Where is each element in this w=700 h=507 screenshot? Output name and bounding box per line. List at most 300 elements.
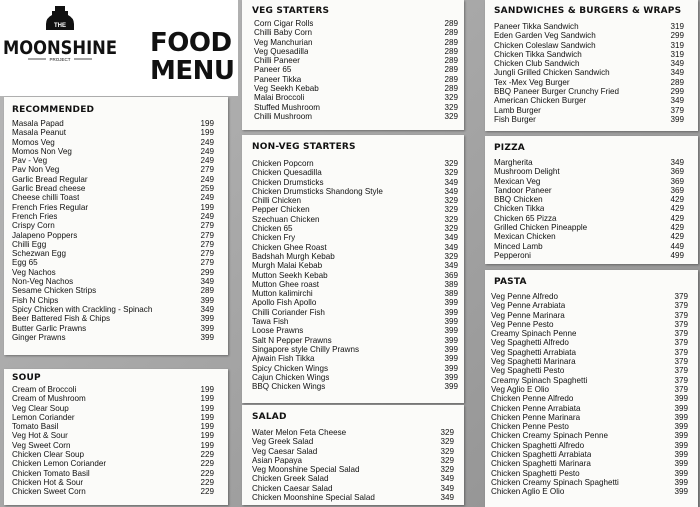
menu-item [252,474,454,483]
item-name: Veg Caesar Salad [252,446,318,456]
menu-item [12,240,214,249]
item-name: Momos Non Veg [12,146,72,156]
section-veg-starters [242,0,464,130]
menu-item [252,354,458,363]
menu-item [252,224,458,233]
item-name: Chicken Coleslaw Sandwich [494,40,596,50]
item-price: 329 [444,196,458,206]
item-name: Mexican Veg [494,176,541,186]
menu-item [494,177,684,186]
item-price: 329 [444,102,458,112]
item-price: 399 [444,344,458,354]
item-price: 349 [440,483,454,493]
item-price: 349 [440,474,454,484]
item-name: Chicken 65 [252,224,293,234]
item-name: Veg Seekh Kebab [254,84,319,94]
item-price: 349 [670,59,684,69]
menu-item [252,233,458,242]
item-name: Lamb Burger [494,105,541,115]
item-price: 369 [670,176,684,186]
menu-item [491,292,688,301]
menu-item [252,261,458,270]
item-name: Garlic Bread Regular [12,174,88,184]
item-name: Chicken Spaghetti Alfredo [491,440,585,450]
item-price: 399 [444,372,458,382]
item-name: Water Melon Feta Cheese [252,428,347,437]
item-price: 289 [444,84,458,94]
item-price: 379 [674,366,688,376]
item-price: 379 [674,384,688,394]
item-list [252,159,458,391]
item-price: 399 [674,412,688,422]
menu-item [494,242,684,251]
section-title: SALAD [252,412,287,422]
item-name: Pav - Veg [12,156,48,166]
item-list [494,158,684,260]
menu-item [252,373,458,382]
menu-item [12,184,214,193]
item-price: 379 [670,105,684,115]
item-price: 399 [674,431,688,441]
item-name: Minced Lamb [494,241,543,251]
brand-tagline: PROJECT [49,57,71,62]
item-price: 199 [200,119,214,128]
item-price: 369 [670,185,684,195]
item-price: 379 [674,319,688,329]
item-price: 299 [200,267,214,277]
item-list [12,385,214,497]
item-price: 379 [674,292,688,301]
item-name: Cajun Chicken Wings [252,372,330,382]
item-name: Chicken Spaghetti Marinara [491,459,591,469]
item-name: Ajwain Fish Tikka [252,354,315,364]
menu-item [252,168,458,177]
menu-item [12,305,214,314]
item-price: 399 [200,295,214,305]
item-price: 369 [444,270,458,280]
item-name: Spicy Chicken with Crackling - Spinach [12,304,153,314]
item-name: Creamy Spinach Penne [491,329,577,339]
menu-item [494,106,684,115]
section-title: SANDWICHES & BURGERS & WRAPS [494,6,682,16]
item-name: Paneer 65 [254,65,292,75]
menu-item [491,366,688,375]
menu-item [12,258,214,267]
menu-item [494,223,684,232]
item-price: 249 [200,193,214,203]
menu-item [12,165,214,174]
item-price: 499 [670,250,684,260]
item-price: 199 [200,440,214,450]
item-price: 199 [200,385,214,394]
item-price: 329 [444,214,458,224]
item-name: Chicken Greek Salad [252,474,329,484]
item-price: 379 [674,329,688,339]
item-price: 329 [444,159,458,168]
menu-item [12,385,214,394]
item-price: 429 [670,213,684,223]
item-name: Szechuan Chicken [252,214,320,224]
item-list [491,292,688,497]
menu-item [12,147,214,156]
menu-item [252,456,454,465]
item-price: 229 [200,487,214,497]
menu-item [12,404,214,413]
menu-item [491,385,688,394]
menu-item [491,450,688,459]
item-name: Veg Penne Alfredo [491,292,559,301]
menu-item [12,431,214,440]
item-price: 399 [444,335,458,345]
item-name: BBQ Chicken [494,195,543,205]
menu-item [12,422,214,431]
menu-item [494,59,684,68]
item-name: BBQ Paneer Burger Crunchy Fried [494,87,620,97]
menu-item [494,41,684,50]
item-name: Spicy Chicken Wings [252,363,329,373]
item-name: Chicken Penne Arrabiata [491,403,581,413]
item-name: Veg Moonshine Special Salad [252,465,360,475]
item-name: Chicken Penne Pesto [491,422,569,432]
item-name: Badshah Murgh Kebab [252,251,335,261]
item-price: 329 [444,224,458,234]
item-name: Pepperoni [494,250,531,260]
menu-item [252,280,458,289]
section-title: PASTA [494,277,527,287]
item-name: Margherita [494,158,533,167]
section-recommended [4,97,228,355]
item-price: 319 [670,49,684,59]
item-name: Veg Hot & Sour [12,431,68,441]
item-price: 329 [440,465,454,475]
item-price: 279 [200,249,214,259]
item-name: Singapore style Chilly Prawns [252,344,360,354]
section-title: PIZZA [494,143,525,153]
menu-item [12,231,214,240]
item-price: 199 [200,128,214,138]
item-name: Apollo Fish Apollo [252,298,317,308]
item-name: Chilli Paneer [254,56,300,66]
item-price: 399 [200,314,214,324]
item-name: Chicken Penne Marinara [491,412,581,422]
section-sandwiches [485,0,698,131]
menu-item [252,205,458,214]
section-pasta [485,270,698,507]
menu-item [494,87,684,96]
item-name: Malai Broccoli [254,93,305,103]
item-name: Chicken 65 Pizza [494,213,557,223]
item-name: Chilli Mushroom [254,111,313,121]
menu-item [252,308,458,317]
item-name: Crispy Corn [12,221,55,231]
item-name: Creamy Spinach Spaghetti [491,375,588,385]
menu-item [252,196,458,205]
menu-item [494,96,684,105]
item-name: Jalapeno Poppers [12,230,78,240]
item-name: Fish N Chips [12,295,59,305]
item-name: Mexican Chicken [494,232,556,242]
menu-item [252,493,454,502]
menu-item [254,75,458,84]
section-pizza [485,136,698,264]
item-name: Veg Sweet Corn [12,440,71,450]
item-price: 289 [444,56,458,66]
menu-item [491,469,688,478]
item-price: 379 [674,310,688,320]
title-menu: MENU [150,56,235,86]
item-name: Pepper Chicken [252,205,310,215]
item-list [254,19,458,121]
item-price: 349 [444,242,458,252]
menu-item [254,19,458,28]
item-price: 379 [674,375,688,385]
item-name: BBQ Chicken Wings [252,382,326,392]
menu-item [491,301,688,310]
menu-item [12,221,214,230]
menu-item [491,431,688,440]
menu-item [491,329,688,338]
menu-item [491,459,688,468]
item-price: 289 [444,28,458,38]
menu-item [491,422,688,431]
item-price: 329 [444,251,458,261]
item-price: 279 [200,239,214,249]
brand-name: MOONSHINE [3,37,117,59]
item-name: Grilled Chicken Pineapple [494,223,588,233]
item-price: 329 [440,455,454,465]
item-price: 349 [444,177,458,187]
item-name: Masala Peanut [12,128,66,138]
menu-item [12,249,214,258]
menu-item [494,186,684,195]
menu-item [491,404,688,413]
item-price: 249 [200,156,214,166]
menu-item [12,203,214,212]
menu-item [252,187,458,196]
item-price: 289 [444,37,458,47]
section-non-veg-starters [242,135,464,403]
item-price: 399 [674,477,688,487]
item-price: 229 [200,468,214,478]
section-title: SOUP [12,373,41,383]
menu-item [494,232,684,241]
item-name: Loose Prawns [252,326,304,336]
item-name: Murgh Malai Kebab [252,261,323,271]
item-name: French Fries [12,211,58,221]
menu-item [12,268,214,277]
item-price: 289 [444,65,458,75]
item-name: Garlic Bread cheese [12,184,86,194]
item-price: 199 [200,431,214,441]
item-name: Chilli Egg [12,239,47,249]
menu-item [252,336,458,345]
item-name: Fish Burger [494,114,536,124]
item-price: 399 [444,307,458,317]
item-name: Veg Penne Marinara [491,310,565,320]
menu-item [12,478,214,487]
item-price: 289 [444,19,458,28]
item-price: 399 [200,323,214,333]
item-name: Chicken Creamy Spinach Spaghetti [491,477,619,487]
item-name: Chilli Coriander Fish [252,307,325,317]
menu-item [491,338,688,347]
item-name: Cream of Broccoli [12,385,77,394]
item-name: Pav Non Veg [12,165,60,175]
menu-item [252,317,458,326]
menu-item [252,447,454,456]
item-price: 399 [444,326,458,336]
item-name: Chicken Popcorn [252,159,314,168]
item-price: 369 [670,167,684,177]
menu-item [494,214,684,223]
item-price: 199 [200,202,214,212]
item-name: Chicken Tomato Basil [12,468,90,478]
menu-item [494,158,684,167]
item-price: 279 [200,258,214,268]
menu-item [494,167,684,176]
item-name: Chicken Drumsticks Shandong Style [252,186,383,196]
item-price: 299 [670,31,684,41]
menu-item [12,128,214,137]
item-name: Chicken Spaghetti Pesto [491,468,580,478]
menu-item [491,413,688,422]
menu-item [252,345,458,354]
item-name: Chicken Lemon Coriander [12,459,107,469]
item-price: 249 [200,137,214,147]
section-salad [242,405,464,505]
menu-item [12,156,214,165]
item-price: 389 [444,279,458,289]
item-price: 399 [444,382,458,392]
menu-item [252,298,458,307]
item-name: Ginger Prawns [12,332,66,342]
menu-item [12,450,214,459]
menu-item [254,93,458,102]
item-price: 349 [444,261,458,271]
item-name: Chicken Ghee Roast [252,242,327,252]
menu-item [494,22,684,31]
menu-item [12,286,214,295]
menu-item [252,428,454,437]
item-price: 319 [670,22,684,31]
moonshine-logo [2,4,120,70]
menu-item [252,437,454,446]
item-price: 399 [444,317,458,327]
menu-item [254,65,458,74]
menu-item [494,204,684,213]
item-name: Mutton Ghee roast [252,279,320,289]
menu-item [252,364,458,373]
item-name: Veg Penne Arrabiata [491,301,566,311]
section-title: RECOMMENDED [12,105,95,115]
item-price: 399 [200,332,214,342]
item-name: Mushroom Delight [494,167,560,177]
item-name: Mutton kalimirchi [252,289,313,299]
menu-item [252,326,458,335]
item-price: 349 [200,277,214,287]
item-price: 329 [444,168,458,178]
item-name: Butter Garlic Prawns [12,323,87,333]
item-price: 249 [200,146,214,156]
item-name: Chicken Fry [252,233,296,243]
item-name: Eden Garden Veg Sandwich [494,31,596,41]
item-price: 349 [670,96,684,106]
item-price: 449 [670,241,684,251]
menu-item [12,296,214,305]
menu-item [494,78,684,87]
menu-item [491,348,688,357]
menu-item [12,394,214,403]
brand-the: THE [54,23,66,29]
item-name: Veg Manchurian [254,37,313,47]
item-name: Tex -Mex Veg Burger [494,77,570,87]
menu-item [12,459,214,468]
menu-item [12,212,214,221]
item-name: Chicken Hot & Sour [12,477,84,487]
item-price: 329 [444,111,458,121]
item-name: Chicken Club Sandwich [494,59,580,69]
menu-item [12,193,214,202]
item-name: Veg Clear Soup [12,403,69,413]
menu-item [12,138,214,147]
item-name: Chicken Spaghetti Arrabiata [491,450,592,460]
item-name: Momos Veg [12,137,55,147]
item-name: Chilli Baby Corn [254,28,313,38]
item-price: 399 [674,394,688,404]
item-name: Veg Aglio E Olio [491,384,550,394]
item-price: 329 [440,428,454,437]
item-name: Chicken Tikka Sandwich [494,49,582,59]
item-name: Veg Spaghetti Pesto [491,366,565,376]
item-name: Cream of Mushroom [12,394,86,404]
menu-item [252,271,458,280]
item-price: 289 [444,46,458,56]
item-price: 289 [670,77,684,87]
item-name: Masala Papad [12,119,64,128]
item-name: Chilli Chicken [252,196,302,206]
item-name: Lemon Coriander [12,412,75,422]
menu-item [254,103,458,112]
menu-item [491,376,688,385]
item-name: Cheese chilli Toast [12,193,80,203]
item-price: 399 [674,487,688,497]
menu-item [12,314,214,323]
menu-item [491,478,688,487]
item-price: 229 [200,477,214,487]
menu-item [252,289,458,298]
item-price: 299 [670,87,684,97]
item-price: 399 [670,114,684,124]
item-list [252,428,454,502]
item-name: Veg Quesadilla [254,46,309,56]
menu-item [491,357,688,366]
item-name: Chicken Clear Soup [12,450,84,460]
menu-item [12,487,214,496]
item-price: 349 [444,233,458,243]
item-name: Veg Nachos [12,267,56,277]
item-price: 429 [670,195,684,205]
title-food: FOOD [150,28,232,58]
item-price: 399 [444,298,458,308]
item-name: Chicken Moonshine Special Salad [252,493,375,503]
menu-item [254,84,458,93]
item-name: Tawa Fish [252,317,289,327]
item-name: Chicken Penne Alfredo [491,394,574,404]
item-name: Veg Spaghetti Arrabiata [491,347,577,357]
item-name: Chicken Quesadilla [252,168,322,178]
menu-item [252,159,458,168]
menu-item [254,47,458,56]
